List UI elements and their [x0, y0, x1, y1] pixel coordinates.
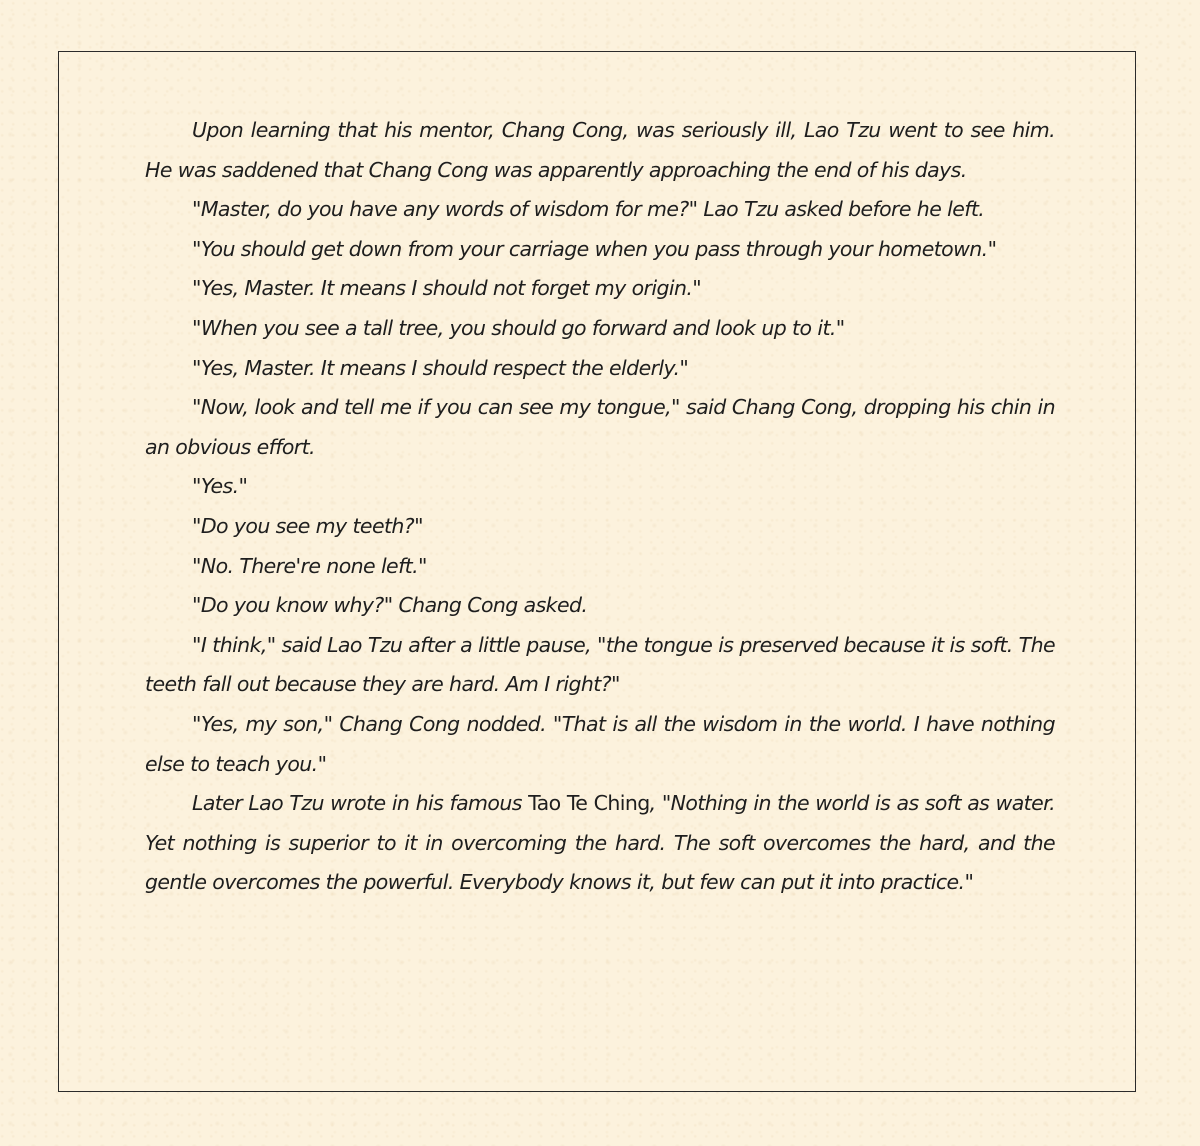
paragraph: "Yes." [192, 474, 248, 499]
closing-text-before: Later Lao Tzu wrote in his famous [192, 791, 529, 816]
paragraph: "Yes, Master. It means I should respect the elderly." [192, 355, 689, 380]
paragraph: "I think," said Lao Tzu after a little pause, "the tongue is preserved because it is soft. The teeth fall out because they are hard. Am I right?" [145, 632, 1055, 697]
paragraph: "Do you know why?" Chang Cong asked. [192, 593, 588, 618]
paragraph: "When you see a tall tree, you should go forward and look up to it." [192, 315, 845, 340]
paragraph: "Now, look and tell me if you can see my tongue," said Chang Cong, dropping his chin in an obvious effort. [145, 395, 1055, 459]
closing-text-after: , "Nothing in the world is as soft as water. Yet nothing is superior to it in overcoming the hard. The soft overcomes the hard, and the gentle overcomes the powerful. Everybody knows it, but few can put it into practice." [145, 791, 1055, 895]
paragraph: "Yes, Master. It means I should not forget my origin." [192, 276, 702, 301]
paragraph: Upon learning that his mentor, Chang Cong, was seriously ill, Lao Tzu went to see him. He was saddened that Chang Cong was apparently approaching the end of his days. [145, 118, 1055, 182]
book-title: Tao Te Ching [528, 791, 650, 816]
paragraph: "No. There're none left." [192, 553, 427, 578]
paragraph: "Master, do you have any words of wisdom for me?" Lao Tzu asked before he left. [192, 197, 985, 222]
story-text [145, 111, 1055, 903]
paragraph: "Yes, my son," Chang Cong nodded. "That is all the wisdom in the world. I have nothing else to teach you." [145, 711, 1055, 776]
paragraph: "You should get down from your carriage when you pass through your hometown." [192, 236, 997, 261]
closing-paragraph [145, 784, 1055, 903]
paragraph: "Do you see my teeth?" [192, 513, 423, 538]
